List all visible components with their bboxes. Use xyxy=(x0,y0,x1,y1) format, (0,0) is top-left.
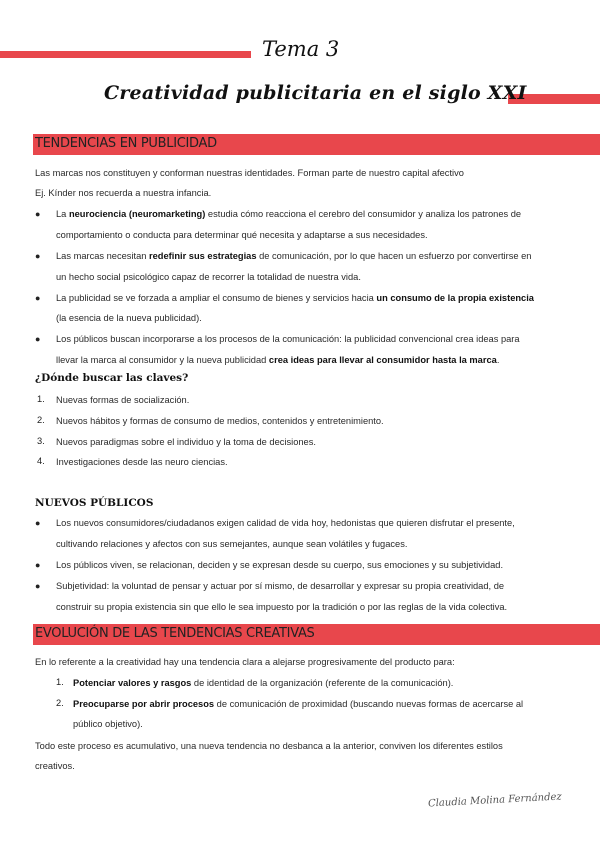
paragraph: Todo este proceso es acumulativo, una nueva tendencia no desbanca a la anterior, conviven los diferentes estilos xyxy=(35,741,503,751)
list-number: 2. xyxy=(56,698,64,708)
tema-title: Tema 3 xyxy=(262,37,340,61)
list-item: Nuevos hábitos y formas de consumo de medios, contenidos y entretenimiento. xyxy=(56,416,384,426)
list-item: Preocuparse por abrir procesos de comunicación de proximidad (buscando nuevas formas de acercarse al xyxy=(73,699,524,709)
section-heading-text: TENDENCIAS EN PUBLICIDAD xyxy=(35,136,217,151)
list-item: Nuevos paradigmas sobre el individuo y la toma de decisiones. xyxy=(56,437,316,447)
bullet-icon: ● xyxy=(35,209,41,219)
list-item: Investigaciones desde las neuro ciencias. xyxy=(56,457,228,467)
subheading-claves: ¿Dónde buscar las claves? xyxy=(35,372,189,384)
list-item-cont: (la esencia de la nueva publicidad). xyxy=(56,313,202,323)
section-heading-tendencias xyxy=(33,134,600,155)
list-item: Los nuevos consumidores/ciudadanos exigen calidad de vida hoy, hedonistas que quieren disfrutar el presente, xyxy=(56,518,515,528)
bullet-icon: ● xyxy=(35,518,41,528)
subheading-publicos: NUEVOS PÚBLICOS xyxy=(35,497,154,509)
list-item-cont: comportamiento o conducta para determinar qué necesita y adaptarse a sus necesidades. xyxy=(56,230,428,240)
list-item: Los públicos viven, se relacionan, deciden y se expresan desde su cuerpo, sus emociones y su subjetividad. xyxy=(56,560,504,570)
bullet-icon: ● xyxy=(35,581,41,591)
list-item: La neurociencia (neuromarketing) estudia cómo reacciona el cerebro del consumidor y analiza los patrones de xyxy=(56,209,522,219)
bullet-icon: ● xyxy=(35,334,41,344)
list-item-cont: cultivando relaciones y afectos con sus semejantes, aunque sean volátiles y fugaces. xyxy=(56,539,408,549)
list-item-cont: construir su propia existencia sin que ello le sea impuesto por la tradición o por las reglas de la vida colectiva. xyxy=(56,602,508,612)
list-item: Nuevas formas de socialización. xyxy=(56,395,190,405)
bullet-icon: ● xyxy=(35,560,41,570)
paragraph: creativos. xyxy=(35,761,75,771)
signature: Claudia Molina Fernández xyxy=(427,791,562,810)
list-number: 4. xyxy=(37,456,45,466)
list-item: Potenciar valores y rasgos de identidad de la organización (referente de la comunicación). xyxy=(73,678,454,688)
paragraph: En lo referente a la creatividad hay una tendencia clara a alejarse progresivamente del producto para: xyxy=(35,657,455,667)
list-number: 2. xyxy=(37,415,45,425)
page-title: Creatividad publicitaria en el siglo XXI xyxy=(104,82,527,104)
list-number: 1. xyxy=(56,677,64,687)
paragraph: Ej. Kínder nos recuerda a nuestra infancia. xyxy=(35,188,212,198)
header-bar-left xyxy=(0,51,251,58)
list-item: Subjetividad: la voluntad de pensar y actuar por sí mismo, de desarrollar y expresar su propia creatividad, de xyxy=(56,581,505,591)
list-item: La publicidad se ve forzada a ampliar el consumo de bienes y servicios hacia un consumo de la propia existencia xyxy=(56,293,534,303)
list-item-cont: público objetivo). xyxy=(73,719,143,729)
section-heading-evolucion xyxy=(33,624,600,645)
section-heading-text: EVOLUCIÓN DE LAS TENDENCIAS CREATIVAS xyxy=(35,626,315,641)
list-item: Las marcas necesitan redefinir sus estrategias de comunicación, por lo que hacen un esfuerzo por convertirse en xyxy=(56,251,532,261)
list-number: 1. xyxy=(37,394,45,404)
list-number: 3. xyxy=(37,436,45,446)
list-item-cont: llevar la marca al consumidor y la nueva publicidad crea ideas para llevar al consumidor hasta la marca. xyxy=(56,355,500,365)
list-item: Los públicos buscan incorporarse a los procesos de la comunicación: la publicidad convencional crea ideas para xyxy=(56,334,520,344)
list-item-cont: un hecho social psicológico capaz de recorrer la totalidad de nuestra vida. xyxy=(56,272,361,282)
paragraph: Las marcas nos constituyen y conforman nuestras identidades. Forman parte de nuestro capital afectivo xyxy=(35,168,464,178)
bullet-icon: ● xyxy=(35,293,41,303)
bullet-icon: ● xyxy=(35,251,41,261)
